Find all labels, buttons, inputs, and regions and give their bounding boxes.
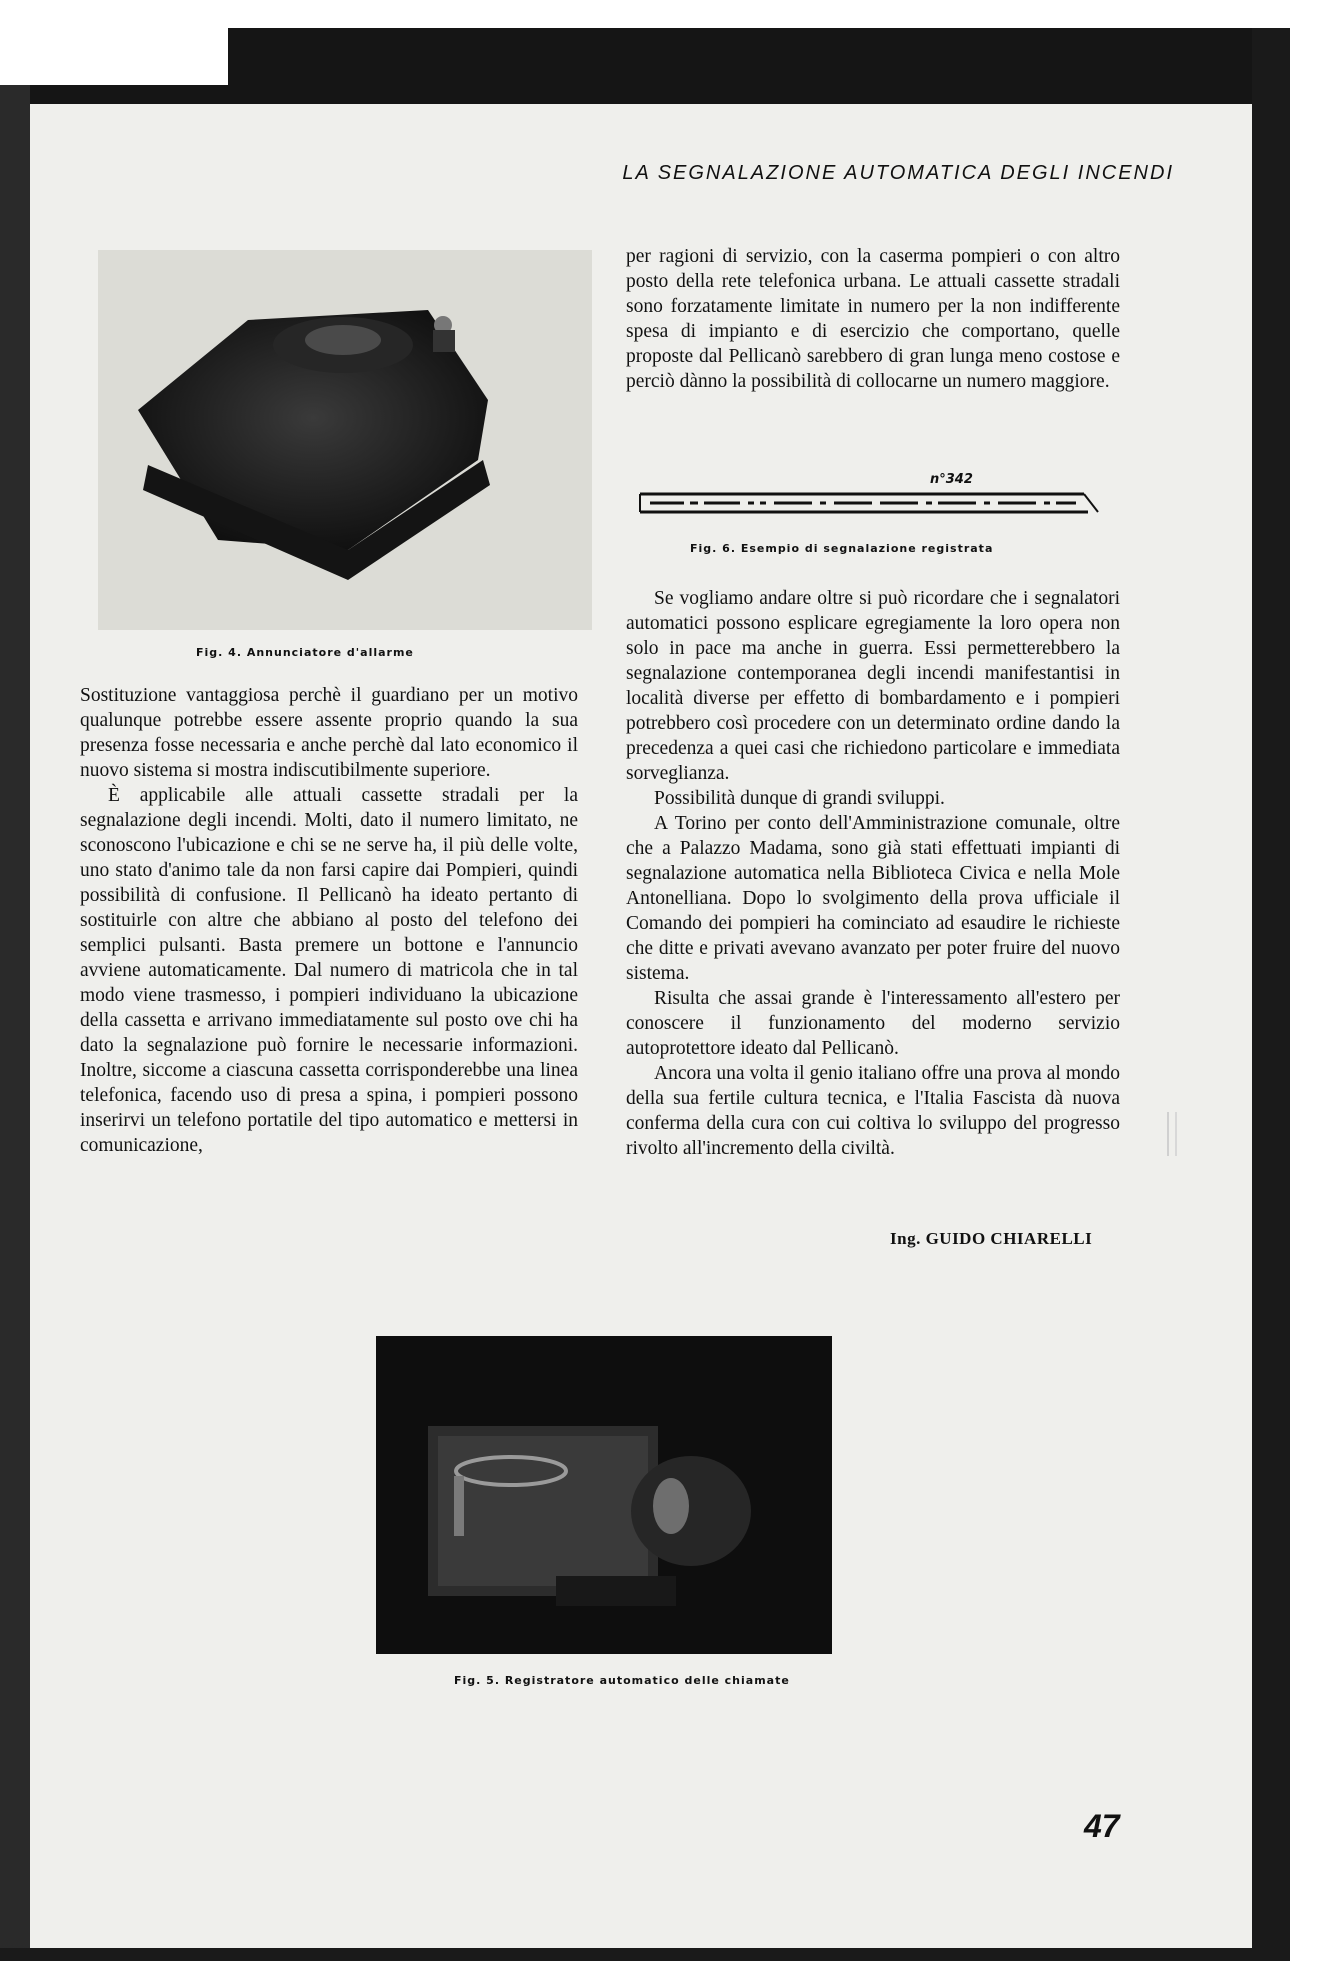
author-signature: Ing. GUIDO CHIARELLI bbox=[890, 1229, 1093, 1248]
fig5-caption: Fig. 5. Registratore automatico delle chiamate bbox=[454, 1674, 790, 1687]
call-recorder-photo bbox=[376, 1336, 832, 1654]
right-column-top-text bbox=[626, 244, 1120, 394]
right-column-bottom-text bbox=[626, 586, 1120, 1161]
scan-border-top bbox=[228, 28, 1290, 104]
scan-border-left bbox=[0, 85, 30, 1961]
signal-tape-figure bbox=[636, 472, 1102, 518]
left-column-text bbox=[80, 683, 578, 1158]
scan-border-bottom bbox=[0, 1948, 1290, 1961]
paragraph: Ancora una volta il genio italiano offre una prova al mondo della sua fertile cultura tecnica, e l'Italia Fascista dà nuova conferma della cura con cui coltiva lo sviluppo del progresso rivolto all'incremento della civiltà. bbox=[626, 1063, 1120, 1159]
tape-mark: n°342 bbox=[930, 472, 973, 487]
scan-speck bbox=[1167, 1112, 1169, 1156]
running-header: LA SEGNALAZIONE AUTOMATICA DEGLI INCENDI bbox=[622, 162, 1174, 184]
paragraph: Possibilità dunque di grandi sviluppi. bbox=[654, 788, 945, 809]
paragraph: Risulta che assai grande è l'interessamento all'estero per conoscere il funzionamento del moderno servizio autoprotettore ideato dal Pellicanò. bbox=[626, 988, 1120, 1059]
fig4-caption: Fig. 4. Annunciatore d'allarme bbox=[196, 646, 414, 659]
scan-speck bbox=[1175, 1112, 1177, 1156]
scan-border-top-left bbox=[0, 85, 228, 104]
paragraph: Se vogliamo andare oltre si può ricordare che i segnalatori automatici possono esplicare egregiamente la loro opera non solo in pace ma anche in guerra. Essi permetterebbero la segnalazione contemporanea degli incendi manifestantisi in località diverse per effetto di bombardamento e i pompieri potrebbero così procedere con un determinato ordine dando la precedenza a quei casi che richiedono particolare e immediata sorveglianza. bbox=[626, 588, 1120, 784]
fig6-caption: Fig. 6. Esempio di segnalazione registrata bbox=[690, 542, 994, 555]
scan-border-right bbox=[1252, 28, 1290, 1961]
paragraph: A Torino per conto dell'Amministrazione comunale, oltre che a Palazzo Madama, sono già stati effettuati impianti di segnalazione automatica nella Biblioteca Civica e nella Mole Antonelliana. Dopo lo svolgimento della prova ufficiale il Comando dei pompieri ha cominciato ad esaudire le richieste che ditte e privati avevano avanzato per poter fruire del nuovo sistema. bbox=[626, 813, 1120, 984]
alarm-annunciator-photo bbox=[98, 250, 592, 630]
paragraph: per ragioni di servizio, con la caserma pompieri o con altro posto della rete telefonica urbana. Le attuali cassette stradali sono forzatamente limitate in numero per la non indifferente spesa di impianto e di esercizio che comportano, quelle proposte dal Pellicanò sarebbero di gran lunga meno costose e perciò dànno la possibilità di collocarne un numero maggiore. bbox=[626, 246, 1120, 392]
page-number: 47 bbox=[1084, 1808, 1120, 1844]
paragraph: Sostituzione vantaggiosa perchè il guardiano per un motivo qualunque potrebbe essere assente proprio quando la sua presenza fosse necessaria e anche perchè dal lato economico il nuovo sistema si mostra indiscutibilmente superiore. bbox=[80, 685, 578, 781]
paragraph: È applicabile alle attuali cassette stradali per la segnalazione degli incendi. Molti, dato il numero limitato, ne sconoscono l'ubicazione e chi se ne serve ha, il più delle volte, uno stato d'animo tale da non farsi capire dai Pompieri, quindi possibilità di confusione. Il Pellicanò ha ideato pertanto di sostituirle con altre che abbiano al posto del telefono dei semplici pulsanti. Basta premere un bottone e l'annuncio avviene automaticamente. Dal numero di matricola che in tal modo viene trasmesso, i pompieri individuano la ubicazione della cassetta e arrivano immediatamente sul posto ove chi ha dato la segnalazione può fornire le necessarie informazioni. Inoltre, siccome a ciascuna cassetta corrisponderebbe una linea telefonica, facendo uso di presa a spina, i pompieri possono inserirvi un telefono portatile del tipo automatico e mettersi in comunicazione, bbox=[80, 785, 578, 1156]
